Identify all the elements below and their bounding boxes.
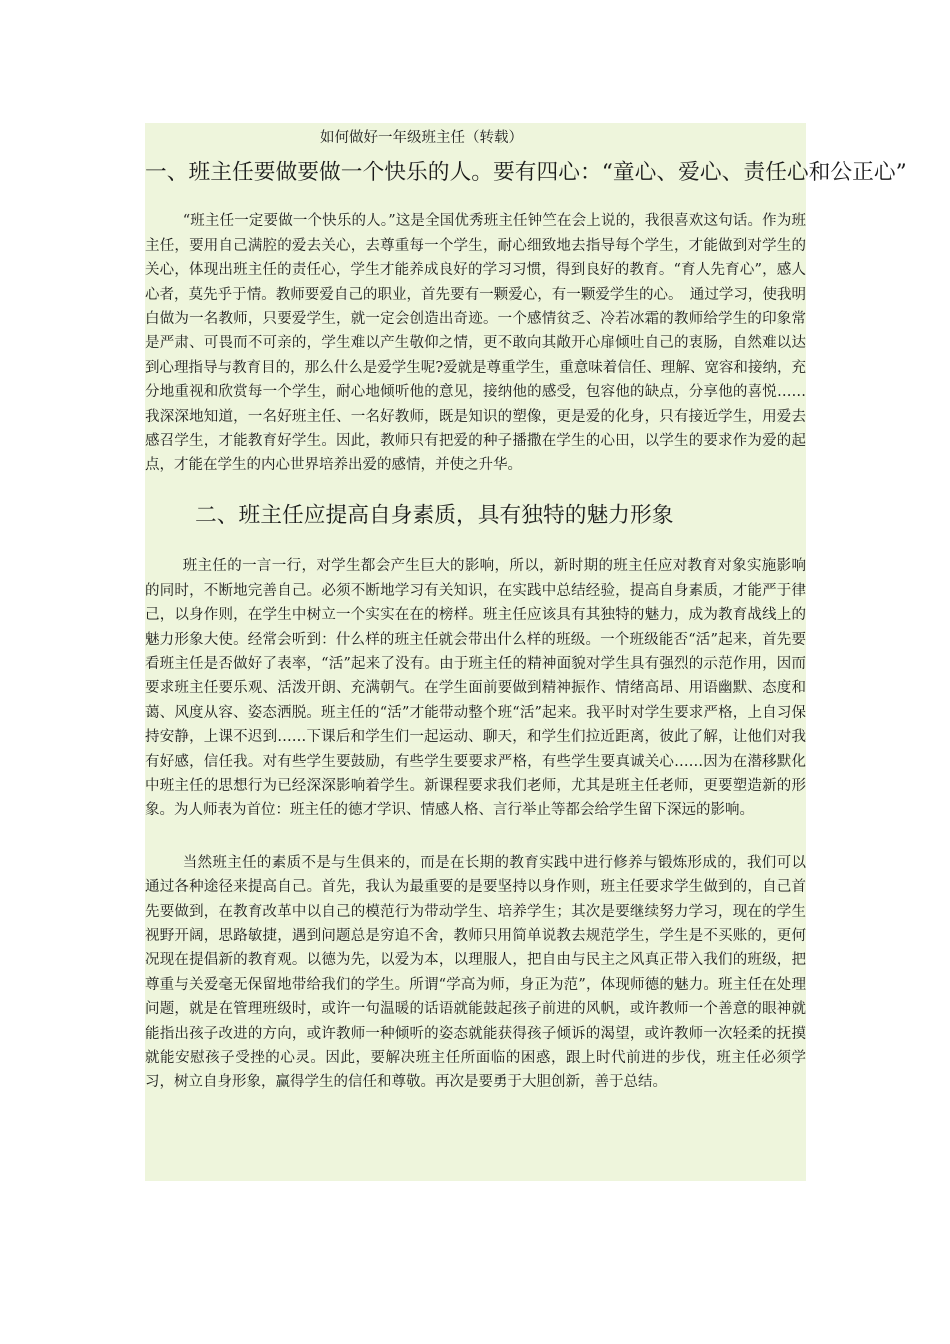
article-title: 如何做好一年级班主任（转载） bbox=[320, 130, 523, 146]
section-heading-2: 二、班主任应提高自身素质，具有独特的魅力形象 bbox=[195, 502, 674, 528]
article-body bbox=[145, 123, 907, 1181]
paragraph-2: 班主任的一言一行，对学生都会产生巨大的影响，所以，新时期的班主任应对教育对象实施影响的同时，不断地完善自己。必须不断地学习有关知识，在实践中总结经验，提高自身素质，才能严于律己，以身作则，在学生中树立一个实实在在的榜样。班主任应该具有其独特的魅力，成为教育战线上的魅力形象大使。经常会听到：什么样的班主任就会带出什么样的班级。一个班级能否“活”起来，首先要看班主任是否做好了表率，“活”起来了没有。由于班主任的精神面貌对学生具有强烈的示范作用，因而要求班主任要乐观、活泼开朗、充满朝气。在学生面前要做到精神振作、情绪高昂、用语幽默、态度和蔼、风度从容、姿态洒脱。班主任的“活”才能带动整个班“活”起来。我平时对学生要求严格，上自习保持安静，上课不迟到……下课后和学生们一起运动、聊天，和学生们拉近距离，彼此了解，让他们对我有好感，信任我。对有些学生要鼓励，有些学生要要求严格，有些学生要真诚关心……因为在潜移默化中班主任的思想行为已经深深影响着学生。新课程要求我们老师，尤其是班主任老师，更要塑造新的形象。为人师表为首位：班主任的德才学识、情感人格、言行举止等都会给学生留下深远的影响。 bbox=[145, 558, 806, 819]
paragraph-3: 当然班主任的素质不是与生俱来的，而是在长期的教育实践中进行修养与锻炼形成的，我们可以通过各种途径来提高自己。首先，我认为最重要的是要坚持以身作则，班主任要求学生做到的，自己首先要做到，在教育改革中以自己的模范行为带动学生、培养学生；其次是要继续努力学习，现在的学生视野开阔，思路敏捷，遇到问题总是穷追不舍，教师只用简单说教去规范学生，学生是不买账的，更何况现在提倡新的教育观。以德为先，以爱为本，以理服人，把自由与民主之风真正带入我们的班级，把尊重与关爱毫无保留地带给我们的学生。所谓“学高为师，身正为范”，体现师德的魅力。班主任在处理问题，就是在管理班级时，或许一句温暖的话语就能鼓起孩子前进的风帆，或许教师一个善意的眼神就能指出孩子改进的方向，或许教师一种倾听的姿态就能获得孩子倾诉的渴望，或许教师一次轻柔的抚摸就能安慰孩子受挫的心灵。因此，要解决班主任所面临的困惑，跟上时代前进的步伐，班主任必须学习，树立自身形象，赢得学生的信任和尊敬。再次是要勇于大胆创新，善于总结。 bbox=[145, 854, 806, 1091]
section-heading-1: 一、班主任要做要做一个快乐的人。要有四心：“童心、爱心、责任心和公正心” bbox=[145, 160, 907, 185]
paragraph-1: “班主任一定要做一个快乐的人。”这是全国优秀班主任钟竺在会上说的，我很喜欢这句话。作为班主任，要用自己满腔的爱去关心，去尊重每一个学生，耐心细致地去指导每个学生，才能做到对学生的关心，体现出班主任的责任心，学生才能养成良好的学习习惯，得到良好的教育。“育人先育心”，感人心者，莫先乎于情。教师要爱自己的职业，首先要有一颗爱心，有一颗爱学生的心。 通过学习，使我明白做为一名教师，只要爱学生，就一定会创造出奇迹。一个感情贫乏、冷若冰霜的教师给学生的印象常是严肃、可畏而不可亲的，学生难以产生敬仰之情，更不敢向其敞开心扉倾吐自己的衷肠，自然难以达到心理指导与教育目的，那么什么是爱学生呢?爱就是尊重学生，重意味着信任、理解、宽容和接纳，充分地重视和欣赏每一个学生，耐心地倾听他的意见，接纳他的感受，包容他的缺点，分享他的喜悦……我深深地知道，一名好班主任、一名好教师，既是知识的塑像，更是爱的化身，只有接近学生，用爱去感召学生，才能教育好学生。因此，教师只有把爱的种子播撒在学生的心田，以学生的要求作为爱的起点，才能在学生的内心世界培养出爱的感情，并使之升华。 bbox=[145, 213, 806, 474]
